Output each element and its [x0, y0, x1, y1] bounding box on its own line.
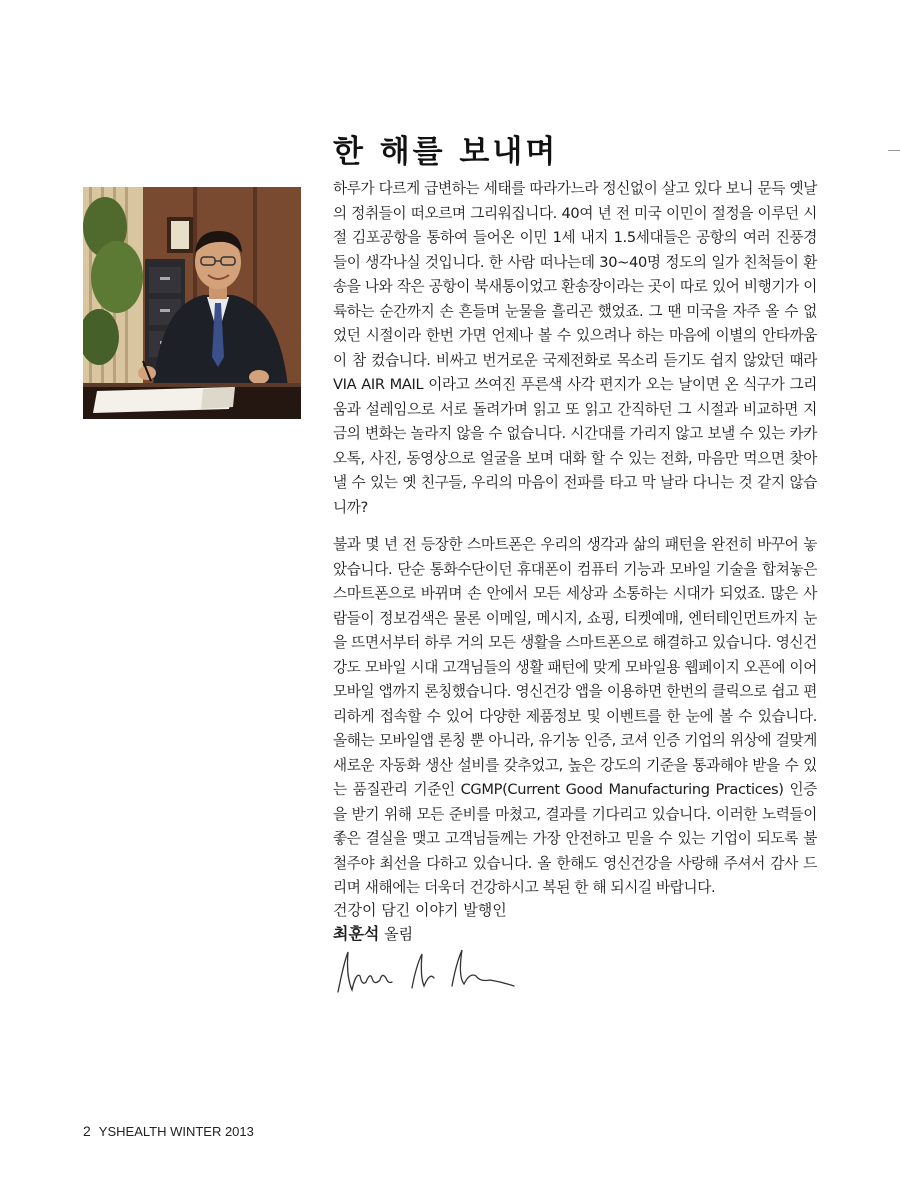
publisher-name: 최훈석 [333, 924, 380, 943]
page-footer [83, 1123, 254, 1139]
signature-block [333, 898, 507, 946]
paragraph: 하루가 다르게 급변하는 세태를 따라가느라 정신없이 살고 있다 보니 문득 옛날의 정취들이 떠오르며 그리워집니다. 40여 년 전 미국 이민이 절정을 이루던 시절 김포공항을 통하여 들어온 이민 1세 내지 1.5세대들은 공항의 여러 진풍경들이 생각나실 것입니다. 한 사람 떠나는데 30~40명 정도의 일가 친척들이 환송을 나와 작은 공항이 북새통이었고 환송장이라는 곳이 따로 있어 비행기가 이륙하는 순간까지 손 흔들며 눈물을 흘리곤 했었죠. 그 땐 미국을 자주 올 수 없었던 시절이라 한번 가면 언제나 볼 수 있으려나 하는 마음에 이별의 안타까움이 참 컸습니다. 비싸고 번거로운 국제전화로 목소리 듣기도 쉽지 않았던 때라 VIA AIR MAIL 이라고 쓰여진 푸른색 사각 편지가 오는 날이면 온 식구가 그리움과 설레임으로 서로 돌려가며 읽고 또 읽고 간직하던 그 시절과 비교하면 지금의 변화는 놀라지 않을 수 없습니다. 시간대를 가리지 않고 보낼 수 있는 카카오톡, 사진, 동영상으로 얼굴을 보며 대화 할 수 있는 전화, 마음만 먹으면 찾아낼 수 있는 옛 친구들, 우리의 마음이 전파를 타고 막 날라 다니는 것 같지 않습니까? [333, 180, 817, 516]
paragraph: 불과 몇 년 전 등장한 스마트폰은 우리의 생각과 삶의 패턴을 완전히 바꾸어 놓았습니다. 단순 통화수단이던 휴대폰이 컴퓨터 기능과 모바일 기술을 합쳐놓은 스마트폰으로 바뀌며 손 안에서 모든 세상과 소통하는 시대가 되었죠. 많은 사람들이 정보검색은 물론 이메일, 메시지, 쇼핑, 티켓예매, 엔터테인먼트까지 눈을 뜨면서부터 하루 거의 모든 생활을 스마트폰으로 해결하고 있습니다. 영신건강도 모바일 시대 고객님들의 생활 패턴에 맞게 모바일용 웹페이지 오픈에 이어 모바일 앱까지 론칭했습니다. 영신건강 앱을 이용하면 한번의 클릭으로 쉽고 편리하게 접속할 수 있어 다양한 제품정보 및 이벤트를 한 눈에 볼 수 있습니다. 올해는 모바일앱 론칭 뿐 아니라, 유기농 인증, 코셔 인증 기업의 위상에 걸맞게 새로운 자동화 생산 설비를 갖추었고, 높은 강도의 기준을 통과해야 받을 수 있는 품질관리 기준인 CGMP(Current Good Manufacturing Practices) 인증을 받기 위해 모든 준비를 마쳤고, 결과를 기다리고 있습니다. 이러한 노력들이 좋은 결실을 맺고 고객님들께는 가장 안전하고 믿을 수 있는 기업이 되도록 불철주야 최선을 다하고 있습니다. 올 한해도 영신건강을 사랑해 주셔서 감사 드리며 새해에는 더욱더 건강하시고 복된 한 해 되시길 바랍니다. [333, 536, 817, 896]
page-title: 한 해를 보내며 [333, 134, 559, 170]
page-edge-mark [888, 150, 900, 151]
closing-word: 올림 [379, 925, 414, 943]
issue-label: YSHEALTH WINTER 2013 [98, 1124, 254, 1139]
portrait-photo [83, 187, 301, 419]
handwritten-signature [330, 942, 530, 1006]
page-number: 2 [83, 1123, 91, 1139]
publisher-role: 건강이 담긴 이야기 발행인 [333, 901, 507, 919]
letter-body [333, 177, 817, 914]
